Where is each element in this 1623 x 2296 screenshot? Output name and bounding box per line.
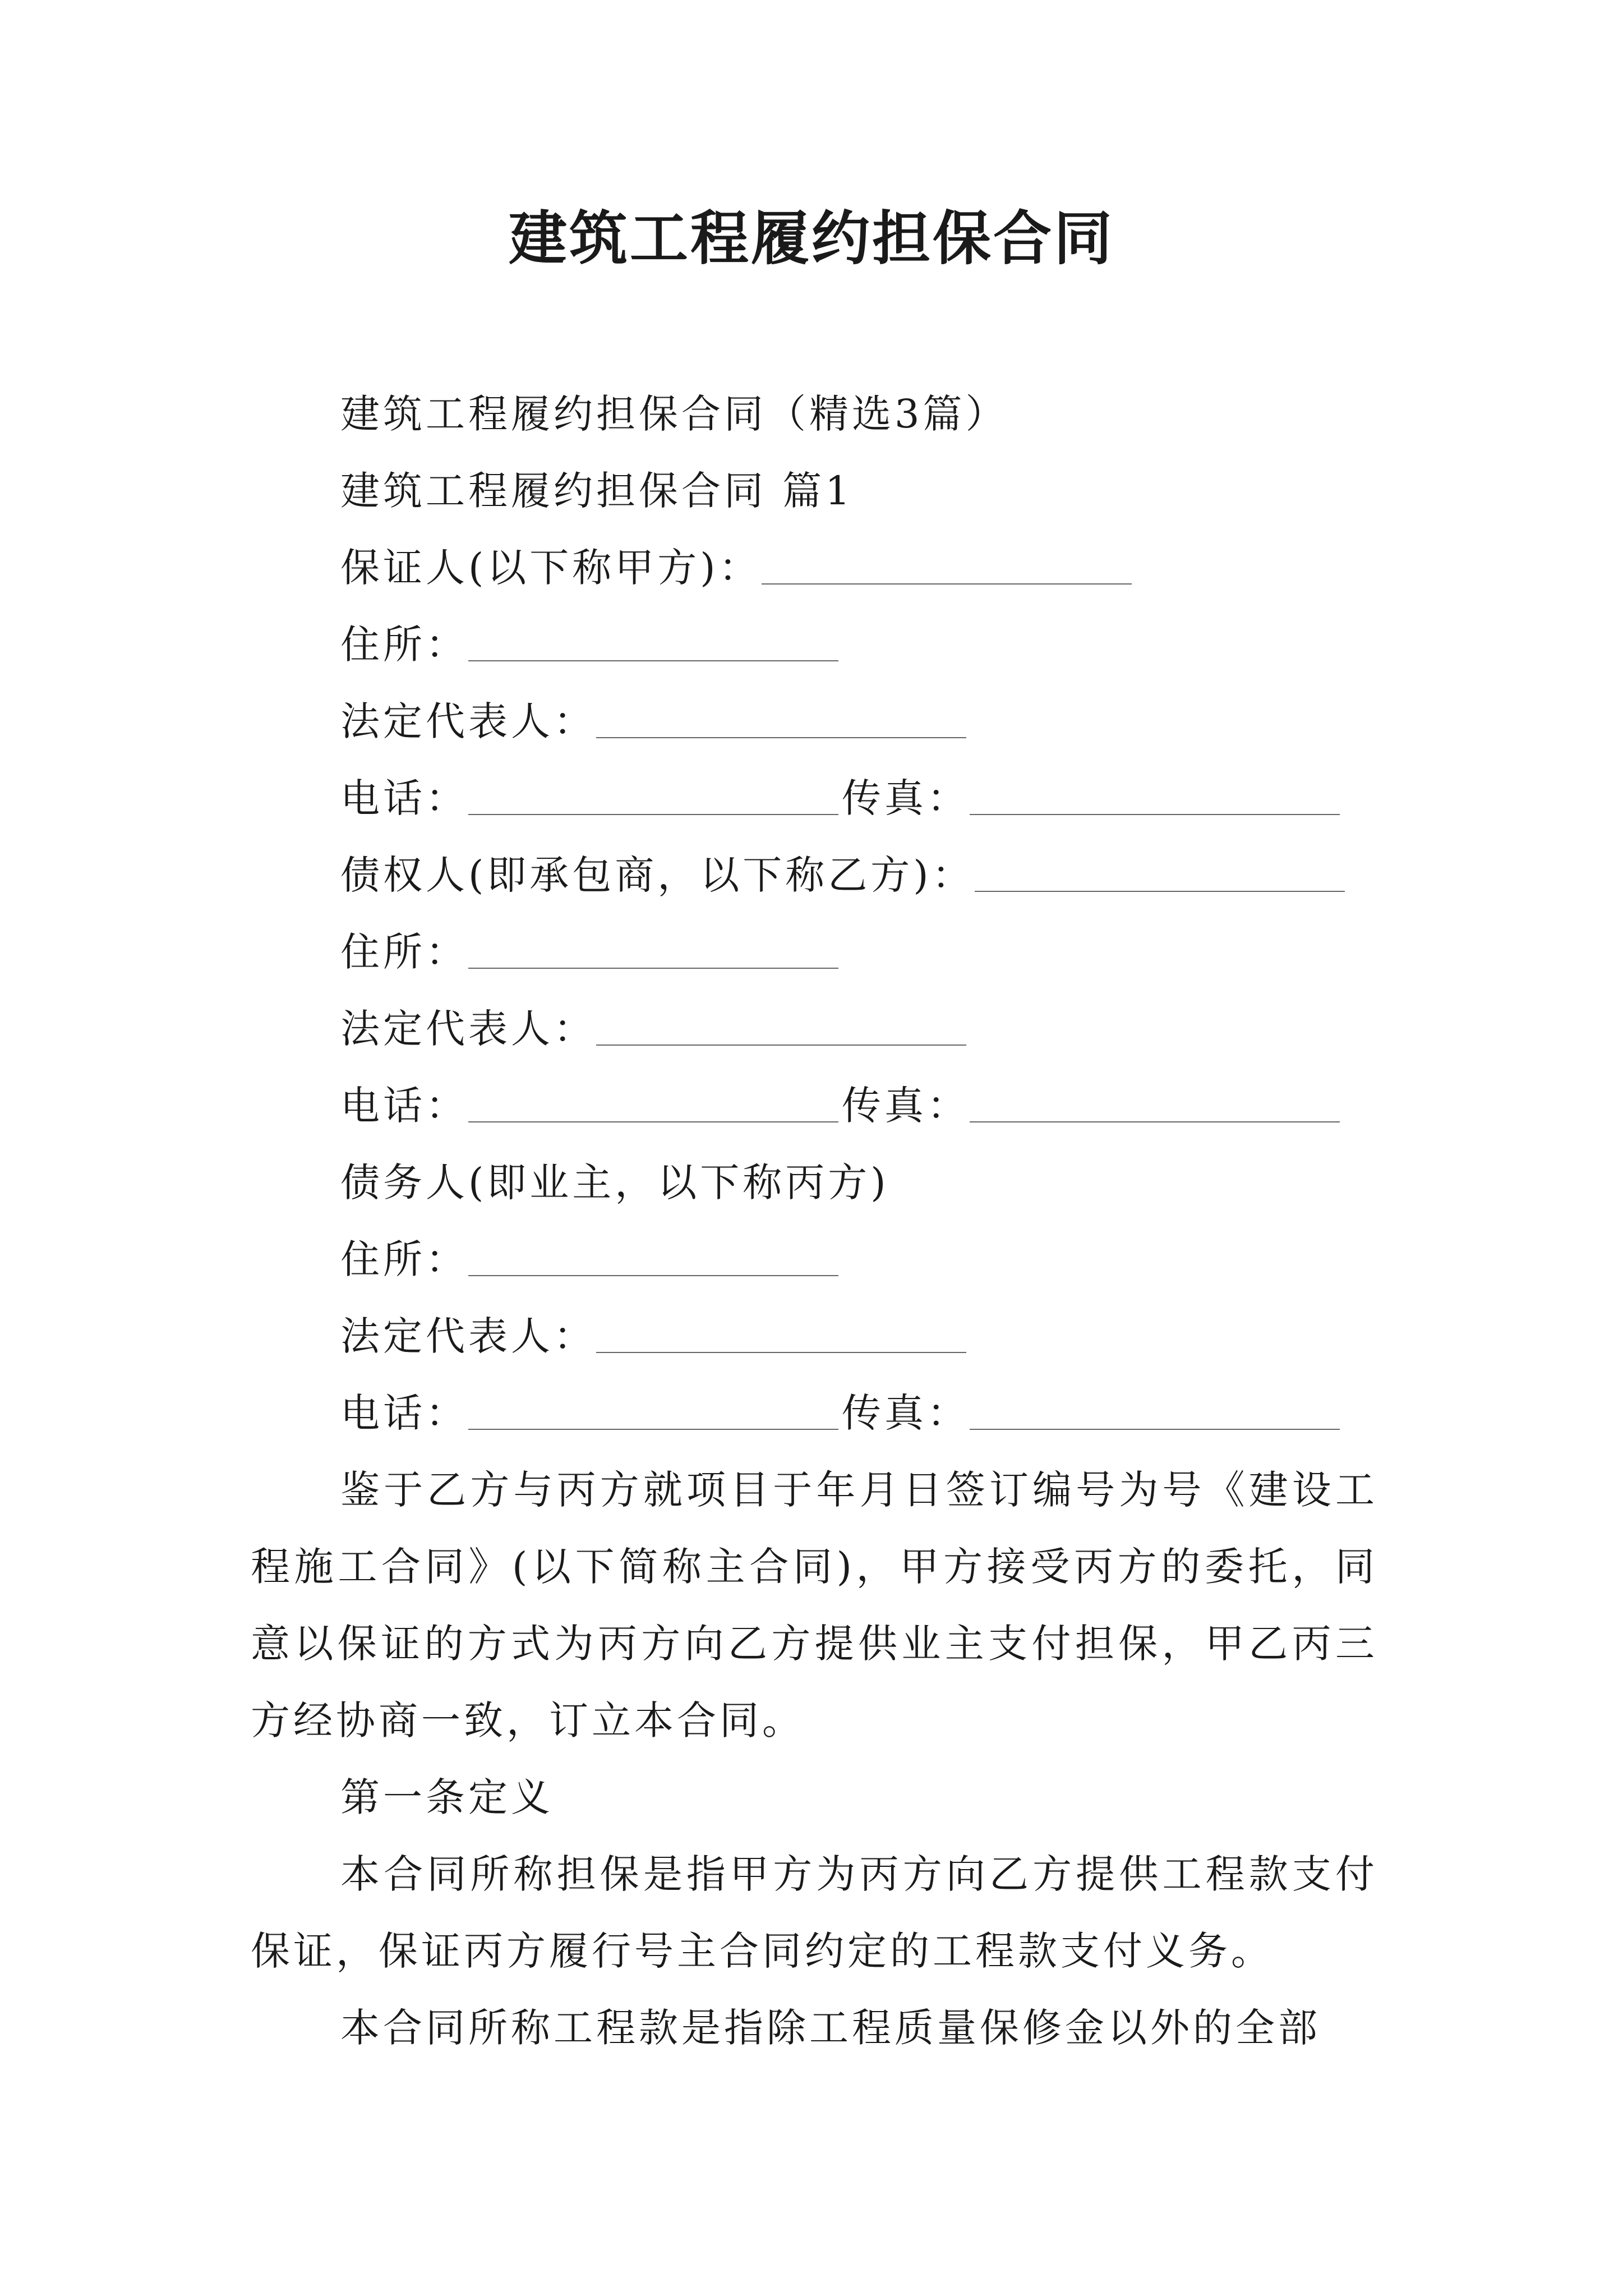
creditor-fax-blank [970, 1082, 1340, 1122]
creditor-rep-label: 法定代表人： [340, 1006, 596, 1052]
creditor-label: 债权人(即承包商，以下称乙方)： [340, 852, 975, 898]
debtor-rep-line [251, 1298, 1378, 1375]
subtitle-text: 建筑工程履约担保合同（精选3篇） [340, 391, 1008, 437]
creditor-rep-blank [596, 1005, 966, 1046]
article-one-paragraph-1: 本合同所称担保是指甲方为丙方向乙方提供工程款支付保证，保证丙方履行号主合同约定的工程款支付义务。 [251, 1851, 1378, 1974]
section-heading-text: 建筑工程履约担保合同 篇1 [340, 468, 854, 514]
debtor-address-blank [468, 1236, 838, 1276]
creditor-blank [975, 852, 1345, 892]
guarantor-phone-line [251, 760, 1378, 837]
guarantor-line [251, 530, 1378, 606]
article-one-heading: 第一条定义 [340, 1774, 554, 1820]
guarantor-phone-blank [468, 775, 838, 815]
section-heading [251, 453, 1378, 530]
creditor-phone-label: 电话： [340, 1083, 468, 1129]
article-one-paragraph-2: 本合同所称工程款是指除工程质量保修金以外的全部 [340, 2005, 1321, 2051]
debtor-address-line [251, 1221, 1378, 1298]
guarantor-rep-line [251, 683, 1378, 760]
debtor-line [251, 1144, 1378, 1221]
guarantor-fax-label: 传真： [842, 775, 970, 821]
creditor-phone-line [251, 1068, 1378, 1144]
guarantor-rep-blank [596, 698, 966, 738]
guarantor-fax-blank [970, 775, 1340, 815]
creditor-line [251, 837, 1378, 914]
creditor-address-label: 住所： [340, 929, 468, 975]
guarantor-blank [762, 544, 1132, 585]
guarantor-address-label: 住所： [340, 622, 468, 668]
document-title: 建筑工程履约担保合同 [508, 204, 1114, 273]
creditor-phone-blank [468, 1082, 838, 1122]
guarantor-address-line [251, 606, 1378, 683]
preamble-paragraph: 鉴于乙方与丙方就项目于年月日签订编号为号《建设工程施工合同》(以下简称主合同)，甲方接受丙方的委托，同意以保证的方式为丙方向乙方提供业主支付担保，甲乙丙三方经协商一致，订立本合同。 [251, 1467, 1378, 1743]
debtor-label: 债务人(即业主，以下称丙方) [340, 1159, 889, 1205]
debtor-phone-blank [468, 1389, 838, 1430]
guarantor-label: 保证人(以下称甲方)： [340, 545, 762, 591]
subtitle [251, 376, 1378, 453]
creditor-rep-line [251, 991, 1378, 1068]
guarantor-rep-label: 法定代表人： [340, 698, 596, 744]
debtor-rep-blank [596, 1313, 966, 1353]
debtor-rep-label: 法定代表人： [340, 1313, 596, 1359]
guarantor-phone-label: 电话： [340, 775, 468, 821]
debtor-fax-blank [970, 1389, 1340, 1430]
creditor-address-blank [468, 928, 838, 969]
debtor-fax-label: 传真： [842, 1390, 970, 1436]
debtor-phone-label: 电话： [340, 1390, 468, 1436]
debtor-address-label: 住所： [340, 1236, 468, 1282]
debtor-phone-line [251, 1375, 1378, 1452]
creditor-address-line [251, 914, 1378, 991]
guarantor-address-blank [468, 621, 838, 661]
document-body [251, 376, 1378, 2067]
creditor-fax-label: 传真： [842, 1083, 970, 1129]
